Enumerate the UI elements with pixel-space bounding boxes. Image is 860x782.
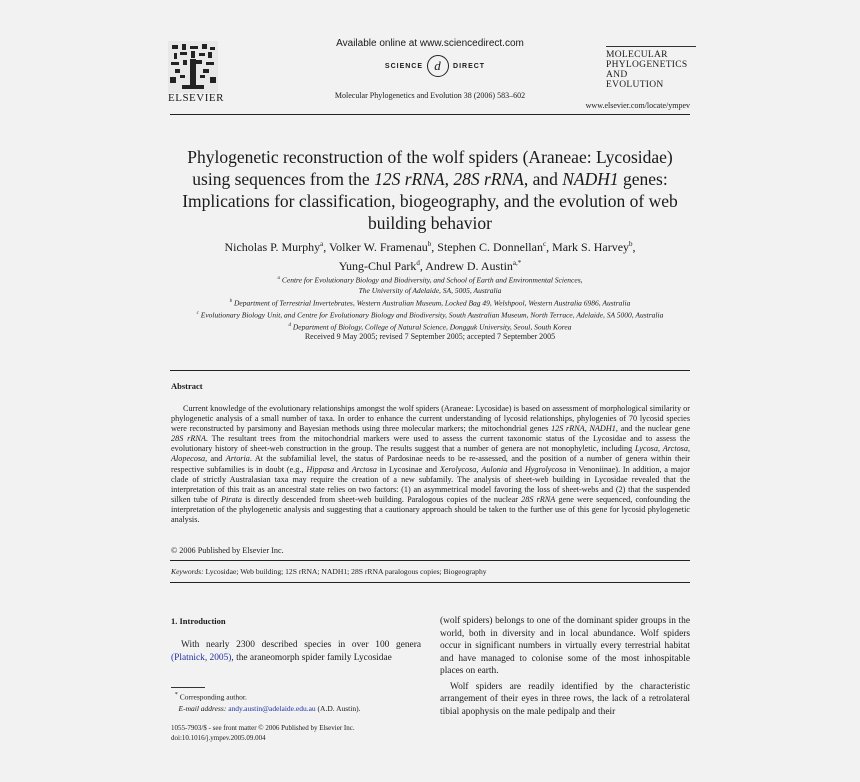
affiliations [170, 274, 690, 333]
title-text: genes: Implications for classification, biogeography, and the evolution of web building behavior [182, 169, 678, 233]
author [425, 259, 521, 273]
affiliation-mark: d [288, 322, 291, 328]
abstract-text: . At the subfamilial level, the status of Pardosinae needs to be re-assessed, and the position of a number of genera within their respective subfamilies is in doubt (e.g., [171, 454, 690, 474]
abstract-text: gene were sequenced, confounding the interpretation of the phylogenetic analysis and suggesting that a cautionary approach should be taken to the further use of this gene for lycosid phylogenetic analysis. [171, 494, 690, 525]
footnote-mark: * [174, 691, 178, 698]
abstract-taxon: Xerolycosa [439, 464, 477, 474]
author [437, 240, 546, 254]
header-rule [170, 114, 690, 115]
abstract-text: , [476, 464, 482, 474]
footnote-text: (A.D. Austin). [317, 703, 361, 713]
keywords-bottom-rule [170, 582, 690, 583]
journal-title-line: AND [606, 70, 628, 80]
abstract-text: Current knowledge of the evolutionary relationships amongst the wolf spiders (Araneae: Lycosidae) is based on assessment of morphological similarity or phylogenetic analysis of a small number of taxa. In order to enhance the current understanding of lycosid relationships, phylogenies of 70 lycosid species were reconstructed by parsimony and Bayesian methods using three molecular markers; the mitochondrial genes [171, 404, 690, 434]
footer-doi[interactable]: doi:10.1016/j.ympev.2005.09.004 [171, 734, 266, 742]
journal-citation: Molecular Phylogenetics and Evolution 38 (2006) 583–602 [334, 91, 526, 100]
journal-title-line: PHYLOGENETICS [606, 60, 688, 70]
affiliation [170, 274, 690, 286]
abstract-text: , [657, 444, 663, 454]
author-affil-mark: d [416, 259, 420, 267]
author-affil-mark: a [320, 240, 324, 248]
sciencedirect-logo[interactable] [360, 55, 510, 77]
author [339, 259, 420, 273]
abstract-copyright: © 2006 Published by Elsevier Inc. [171, 546, 284, 555]
abstract-taxon: Artoria [225, 454, 250, 464]
abstract-taxon: Lycosa [635, 444, 658, 454]
author-name: Mark S. Harvey [552, 240, 630, 254]
keywords [171, 567, 690, 576]
affiliation-text: Centre for Evolutionary Biology and Biodiversity, and School of Earth and Environmental Sciences, [281, 275, 583, 285]
journal-title-block [606, 46, 696, 90]
abstract-text: and [334, 464, 352, 474]
abstract-top-rule [170, 370, 690, 371]
journal-title-line: EVOLUTION [606, 80, 664, 90]
sciencedirect-right: DIRECT [453, 62, 486, 70]
title-text: , [444, 169, 454, 189]
abstract-taxon: Pirata [220, 494, 242, 504]
email-link[interactable]: andy.austin@adelaide.edu.au [228, 703, 316, 713]
footnote-corresponding [171, 689, 431, 703]
author-name: Andrew D. Austin [425, 259, 513, 273]
sciencedirect-mark-icon: d [427, 55, 449, 77]
affiliation-text: The University of Adelaide, SA, 5005, Australia [358, 286, 502, 295]
footnote-email [171, 703, 431, 714]
section-heading-introduction: 1. Introduction [171, 616, 226, 626]
author-name: Stephen C. Donnellan [437, 240, 543, 254]
author [552, 240, 632, 254]
abstract-gene: NADH1 [589, 424, 616, 434]
abstract-text: is directly descended from sheet-web building. Paralogous copies of the nuclear [241, 494, 522, 504]
page-footer [171, 723, 431, 743]
elsevier-tree-logo [168, 41, 218, 93]
abstract-text: , [687, 444, 691, 454]
citation-link[interactable]: (Platnick, 2005) [171, 652, 232, 663]
title-gene: NADH1 [562, 169, 619, 189]
abstract-text: in Venoniinae). In addition, a major clade of strictly Australasian taxa may require the creation of a new subfamily. The analysis of sheet-web building in Lycosidae revealed that the interpretation of this trait as an ancestral state relies on two factors: (1) an asymmetrical model favoring the loss of sheet-webs and (2) that the suspended silken tube of [171, 464, 691, 504]
intro-left-column [171, 639, 421, 664]
author-affil-mark: c [542, 240, 547, 248]
journal-title-line: MOLECULAR [606, 50, 668, 60]
paper-title [170, 146, 690, 234]
author [224, 240, 323, 254]
intro-text: , the araneomorph spider family Lycosidae [231, 652, 392, 663]
title-text: Phylogenetic reconstruction of the wolf spiders (Araneae: Lycosidae) using sequences from the [187, 147, 673, 189]
abstract-taxon: Arctosa [351, 464, 377, 474]
abstract-heading: Abstract [171, 381, 203, 391]
abstract-text: , [584, 424, 590, 434]
abstract-gene: 28S rRNA [171, 434, 206, 444]
author [329, 240, 431, 254]
abstract-gene: 12S rRNA [551, 424, 585, 434]
footnote-rule [171, 687, 205, 688]
intro-paragraph: Wolf spiders are readily identified by the characteristic arrangement of their eyes in three rows, the lack of a retrolateral tibial apophysis on the male pedipalp and their [440, 681, 690, 717]
intro-right-column [440, 615, 690, 721]
author-affil-mark: b [629, 240, 633, 248]
footnote [171, 689, 431, 714]
abstract-body [171, 404, 690, 525]
abstract-taxon: Aulonia [481, 464, 508, 474]
author-list: Nicholas P. Murphy$^a$, Volker W. Framenau$^b$, Stephen C. Donnellan$^c$, Mark S. Harvey$^b$, Yung-Chul Park$^d$, Andrew D. Austin$^{a,*}$ [224, 240, 636, 273]
title-gene: 12S rRNA [374, 169, 445, 189]
abstract-text: in Lycosinae and [376, 464, 440, 474]
keywords-text: Lycosidae; Web building; 12S rRNA; NADH1; 28S rRNA paralogous copies; Biogeography [205, 567, 487, 576]
intro-text: With nearly 2300 described species in over 100 genera [181, 640, 421, 650]
abstract-text: . The resultant trees from the mitochondrial markers were used to assess the current taxonomic status of the Lycosidae and to assess the evolutionary history of sheet-web construction in the group. The results suggest that a number of genera are not monophyletic, including [171, 434, 690, 454]
footnote-text: Corresponding author. [179, 692, 247, 702]
abstract-taxon: Hygrolycosa [524, 464, 567, 474]
affiliation-text: Evolutionary Biology Unit, and Centre for Evolutionary Biology and Biodiversity, South Australian Museum, North Terrace, Adelaide, SA 5000, Australia [200, 310, 664, 319]
footer-front-matter: 1055-7903/$ - see front matter © 2006 Published by Elsevier Inc. [171, 724, 355, 732]
author-affil-mark: a,* [512, 259, 522, 267]
abstract-taxon: Hippasa [306, 464, 335, 474]
available-online-text[interactable]: Available online at www.sciencedirect.com [336, 38, 524, 49]
journal-url[interactable]: www.elsevier.com/locate/ympev [585, 101, 690, 110]
author-name: Volker W. Framenau [329, 240, 428, 254]
abstract-text: , and [205, 454, 226, 464]
abstract-taxon: Arctosa [662, 444, 688, 454]
affiliation [170, 297, 690, 309]
affiliation-text: Department of Terrestrial Invertebrates, Western Australian Museum, Locked Bag 49, Welshpool, Western Australia 6986, Australia [234, 298, 631, 307]
email-label: E-mail address: [178, 703, 227, 713]
affiliation-mark: b [229, 298, 233, 304]
abstract-text: , and the nuclear gene [615, 424, 691, 434]
author-name: Nicholas P. Murphy [224, 240, 321, 254]
publisher-wordmark: ELSEVIER [168, 92, 224, 104]
affiliation [170, 309, 690, 321]
intro-paragraph: (wolf spiders) belongs to one of the dominant spider groups in the world, both in diversity and in local abundance. Wolf spiders occur in significant numbers in virtually every terrestrial habitat and have managed to colonise some of the most inhospitable places on earth. [440, 616, 690, 676]
sciencedirect-left: SCIENCE [384, 62, 424, 70]
author-affil-mark: b [427, 240, 432, 248]
affiliation-mark: c [196, 310, 199, 316]
affiliation-text: Department of Biology, College of Natural Science, Dongguk University, Seoul, South Korea [292, 322, 572, 331]
title-gene: 28S rRNA [453, 169, 524, 189]
author-name: Yung-Chul Park [338, 259, 417, 273]
received-dates: Received 9 May 2005; revised 7 September 2005; accepted 7 September 2005 [304, 332, 556, 341]
affiliation [170, 286, 690, 297]
keywords-label: Keywords: [171, 567, 204, 576]
affiliation-mark: a [277, 276, 280, 281]
keywords-top-rule [170, 560, 690, 561]
abstract-text: and [507, 464, 525, 474]
abstract-gene: 28S rRNA [521, 494, 556, 504]
affiliation [170, 321, 690, 333]
title-text: , and [523, 169, 563, 189]
abstract-taxon: Alopecosa [171, 454, 206, 464]
